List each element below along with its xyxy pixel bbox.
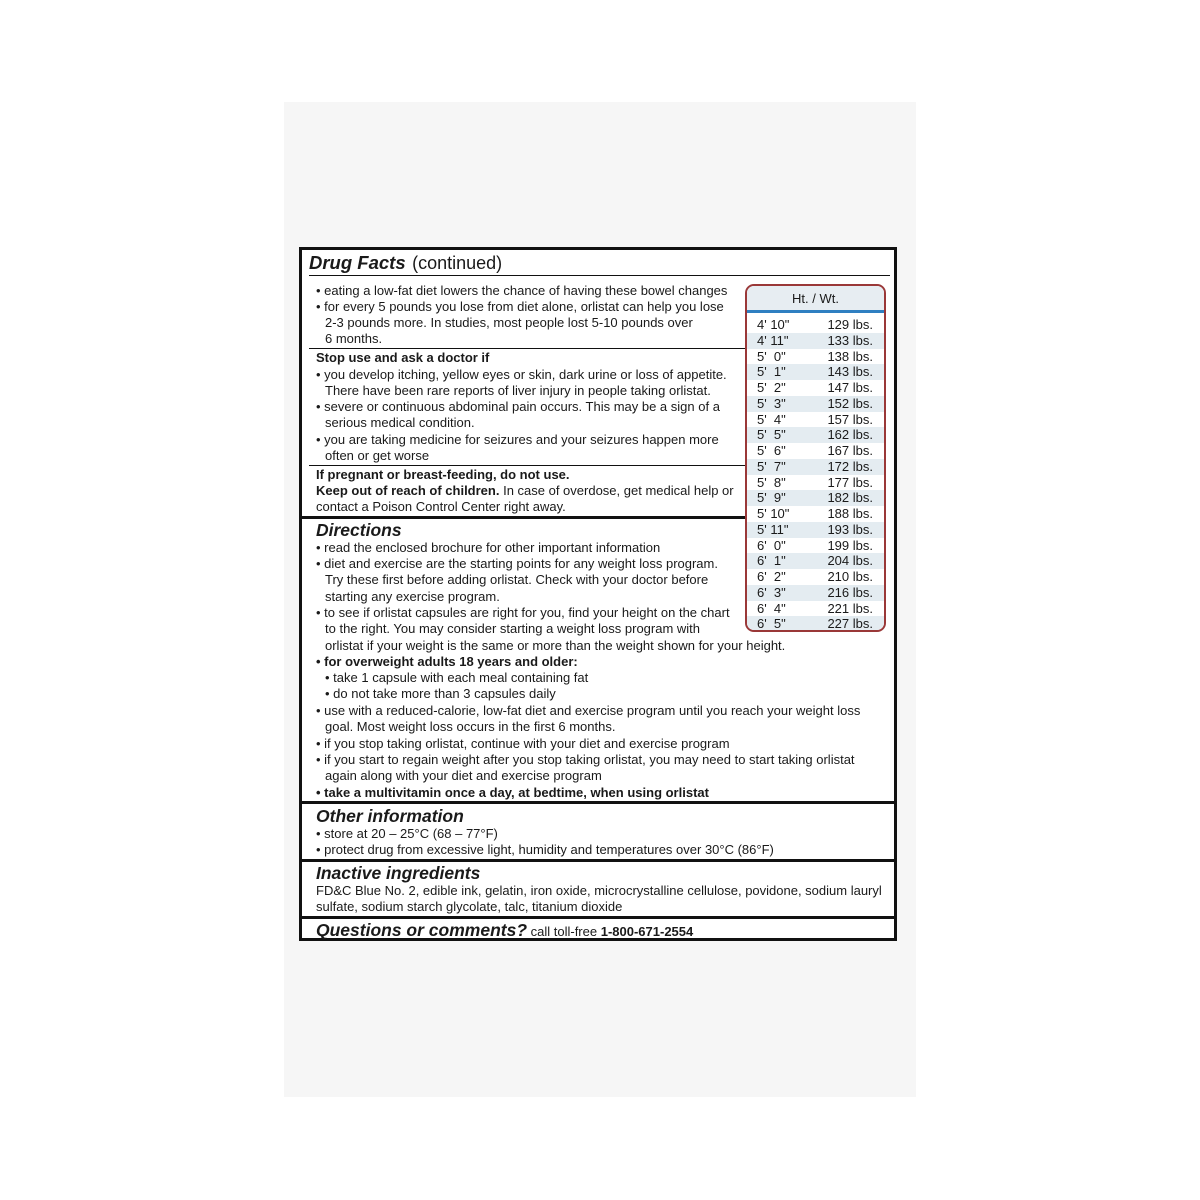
- chart-weight: 157 lbs.: [827, 411, 873, 427]
- chart-row: [747, 412, 884, 428]
- chart-row: [747, 506, 884, 522]
- chart-height: 5' 6": [757, 443, 786, 458]
- chart-height: 5' 5": [757, 427, 786, 443]
- stop-line-2: There have been rare reports of liver injury in people taking orlistat.: [325, 383, 711, 398]
- directions-line-1: • read the enclosed brochure for other important information: [316, 540, 661, 555]
- chart-weight: 133 lbs.: [827, 332, 873, 348]
- other-info-heading: Other information: [316, 806, 464, 826]
- keep-out-line: [316, 483, 734, 499]
- directions-line-16: • take a multivitamin once a day, at bedtime, when using orlistat: [316, 785, 709, 800]
- chart-height: 6' 3": [757, 584, 786, 600]
- chart-row: [747, 522, 884, 538]
- questions-text: call toll-free: [527, 924, 601, 939]
- divider-directions: [301, 516, 747, 519]
- chart-height: 4' 10": [757, 317, 790, 332]
- keep-out-line-2: contact a Poison Control Center right away.: [316, 499, 566, 514]
- chart-header: Ht. / Wt.: [747, 286, 884, 313]
- chart-row: [747, 538, 884, 554]
- chart-row: [747, 475, 884, 491]
- directions-line-6: to the right. You may consider starting a weight loss program with: [325, 621, 701, 636]
- directions-line-14: • if you start to regain weight after you stop taking orlistat, you may need to start taking orlistat: [316, 752, 855, 767]
- keep-out-bold: Keep out of reach of children.: [316, 483, 500, 498]
- chart-rows: [747, 317, 884, 632]
- stop-line-4: serious medical condition.: [325, 415, 475, 430]
- intro-bullet-2-cont: 2-3 pounds more. In studies, most people lost 5-10 pounds over: [325, 315, 693, 330]
- chart-row: [747, 333, 884, 349]
- chart-row: [747, 616, 884, 632]
- directions-line-12: goal. Most weight loss occurs in the first 6 months.: [325, 719, 616, 734]
- chart-weight: 129 lbs.: [827, 317, 873, 332]
- chart-height: 5' 4": [757, 411, 786, 427]
- drug-facts-title: [309, 252, 502, 274]
- directions-line-7: orlistat if your weight is the same or more than the weight shown for your height.: [325, 638, 786, 653]
- chart-height: 5' 1": [757, 364, 786, 380]
- directions-line-2: • diet and exercise are the starting points for any weight loss program.: [316, 556, 718, 571]
- chart-weight: 227 lbs.: [827, 616, 873, 632]
- chart-height: 5' 0": [757, 348, 786, 364]
- chart-row: [747, 396, 884, 412]
- chart-height: 5' 11": [757, 521, 789, 537]
- chart-weight: 172 lbs.: [827, 458, 873, 474]
- chart-weight: 177 lbs.: [827, 474, 873, 490]
- chart-row: [747, 364, 884, 380]
- intro-bullet-1: • eating a low-fat diet lowers the chance of having these bowel changes: [316, 283, 728, 298]
- chart-row: [747, 317, 884, 333]
- other-line-2: • protect drug from excessive light, humidity and temperatures over 30°C (86°F): [316, 842, 774, 857]
- stop-line-6: often or get worse: [325, 448, 430, 463]
- chart-height: 4' 11": [757, 332, 789, 348]
- stop-line-3: • severe or continuous abdominal pain occurs. This may be a sign of a: [316, 399, 720, 414]
- chart-weight: 143 lbs.: [827, 364, 873, 380]
- directions-line-8: • for overweight adults 18 years and older:: [316, 654, 578, 669]
- chart-weight: 182 lbs.: [827, 490, 873, 506]
- stop-line-1: • you develop itching, yellow eyes or skin, dark urine or loss of appetite.: [316, 367, 727, 382]
- chart-row: [747, 601, 884, 617]
- height-weight-chart: [745, 284, 886, 632]
- inactive-line-2: sulfate, sodium starch glycolate, talc, titanium dioxide: [316, 899, 623, 914]
- divider-pregnant: [309, 465, 746, 466]
- chart-row: [747, 569, 884, 585]
- divider-inactive: [301, 859, 897, 862]
- directions-line-15: again along with your diet and exercise program: [325, 768, 602, 783]
- chart-height: 6' 1": [757, 553, 786, 569]
- questions-heading: Questions or comments?: [316, 920, 528, 940]
- chart-weight: 167 lbs.: [827, 443, 873, 458]
- directions-line-13: • if you stop taking orlistat, continue with your diet and exercise program: [316, 736, 730, 751]
- chart-height: 5' 3": [757, 395, 786, 411]
- chart-weight: 221 lbs.: [827, 600, 873, 616]
- chart-weight: 188 lbs.: [827, 506, 873, 521]
- chart-row: [747, 553, 884, 569]
- inactive-line-1: FD&C Blue No. 2, edible ink, gelatin, iron oxide, microcrystalline cellulose, povidone, sodium lauryl: [316, 883, 882, 898]
- directions-line-11: • use with a reduced-calorie, low-fat diet and exercise program until you reach your weight loss: [316, 703, 861, 718]
- title-underline: [309, 275, 890, 276]
- chart-height: 5' 9": [757, 490, 786, 506]
- chart-weight: 204 lbs.: [827, 553, 873, 569]
- divider-other: [301, 801, 897, 804]
- inactive-heading: Inactive ingredients: [316, 863, 481, 883]
- chart-height: 6' 4": [757, 600, 786, 616]
- chart-weight: 193 lbs.: [827, 521, 873, 537]
- title-text: Drug Facts: [309, 252, 406, 273]
- other-line-1: • store at 20 – 25°C (68 – 77°F): [316, 826, 498, 841]
- chart-weight: 152 lbs.: [827, 395, 873, 411]
- title-continued: (continued): [412, 253, 503, 273]
- chart-height: 6' 0": [757, 537, 786, 553]
- directions-line-3: Try these first before adding orlistat. Check with your doctor before: [325, 572, 709, 587]
- questions-line: [316, 920, 693, 941]
- chart-row: [747, 443, 884, 459]
- chart-row: [747, 380, 884, 396]
- chart-height: 6' 5": [757, 616, 786, 632]
- directions-heading: Directions: [316, 520, 402, 540]
- directions-line-10: • do not take more than 3 capsules daily: [325, 686, 556, 701]
- divider-questions: [301, 916, 897, 919]
- pregnant-warning: If pregnant or breast-feeding, do not use.: [316, 467, 570, 482]
- divider-stop: [309, 348, 746, 349]
- intro-bullet-2: • for every 5 pounds you lose from diet alone, orlistat can help you lose: [316, 299, 724, 314]
- chart-height: 5' 8": [757, 474, 786, 490]
- chart-weight: 199 lbs.: [827, 537, 873, 553]
- chart-weight: 147 lbs.: [827, 380, 873, 395]
- stop-use-heading: Stop use and ask a doctor if: [316, 350, 490, 365]
- chart-weight: 162 lbs.: [827, 427, 873, 443]
- chart-height: 5' 2": [757, 380, 786, 395]
- chart-row: [747, 349, 884, 365]
- chart-row: [747, 427, 884, 443]
- chart-row: [747, 490, 884, 506]
- chart-row: [747, 585, 884, 601]
- chart-weight: 210 lbs.: [827, 569, 873, 584]
- directions-line-9: • take 1 capsule with each meal containing fat: [325, 670, 589, 685]
- chart-weight: 216 lbs.: [827, 584, 873, 600]
- directions-line-4: starting any exercise program.: [325, 589, 500, 604]
- directions-line-5: • to see if orlistat capsules are right for you, find your height on the chart: [316, 605, 730, 620]
- chart-row: [747, 459, 884, 475]
- keep-out-rest: In case of overdose, get medical help or: [499, 483, 734, 498]
- intro-bullet-2-cont2: 6 months.: [325, 331, 383, 346]
- chart-height: 5' 7": [757, 458, 786, 474]
- chart-height: 6' 2": [757, 569, 786, 584]
- chart-height: 5' 10": [757, 506, 790, 521]
- phone-number: 1-800-671-2554: [600, 924, 694, 939]
- chart-weight: 138 lbs.: [827, 348, 873, 364]
- stop-line-5: • you are taking medicine for seizures and your seizures happen more: [316, 432, 719, 447]
